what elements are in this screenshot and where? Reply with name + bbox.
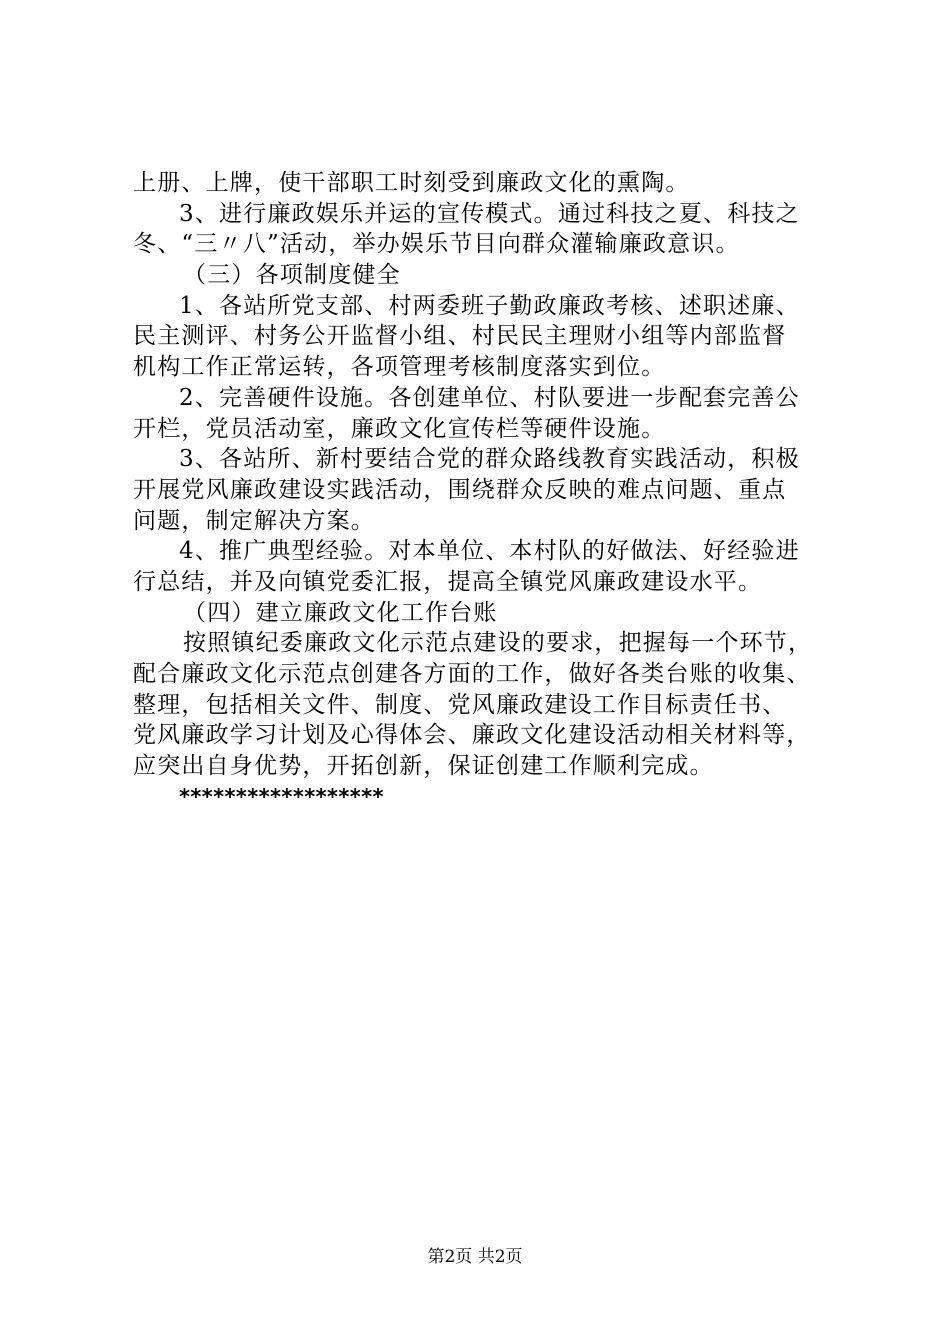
text-line: 问题，制定解决方案。	[133, 507, 375, 534]
page-footer: 第2页 共2页	[427, 1247, 523, 1267]
text-line: 1、各站所党支部、村两委班子勤政廉政考核、述职述廉、	[179, 292, 800, 319]
text-line: 配合廉政文化示范点创建各方面的工作，做好各类台账的收集、	[133, 661, 811, 687]
text-line: 上册、上牌，使干部职工时刻受到廉政文化的熏陶。	[133, 170, 690, 196]
text-line: 冬、“三〃八”活动，举办娱乐节目向群众灌输廉政意识。	[133, 231, 740, 258]
text-line: 开展党风廉政建设实践活动，围绕群众反映的难点问题、重点	[133, 476, 787, 503]
text-line: 3、进行廉政娱乐并运的宣传模式。通过科技之夏、科技之	[179, 200, 800, 227]
text-line: 整理，包括相关文件、制度、党风廉政建设工作目标责任书、	[133, 691, 787, 718]
text-line: 行总结，并及向镇党委汇报，提高全镇党风廉政建设水平。	[133, 568, 763, 595]
text-line: 开栏，党员活动室，廉政文化宣传栏等硬件设施。	[133, 415, 666, 442]
document-body	[133, 168, 833, 812]
text-line: 应突出自身优势，开拓创新，保证创建工作顺利完成。	[133, 753, 714, 780]
section-heading: （三）各项制度健全	[183, 262, 401, 289]
text-line: 党风廉政学习计划及心得体会、廉政文化建设活动相关材料等，	[133, 722, 811, 749]
text-line: 2、完善硬件设施。各创建单位、村队要进一步配套完善公	[179, 384, 800, 411]
text-line: 3、各站所、新村要结合党的群众路线教育实践活动，积极	[179, 446, 800, 473]
text-line: 按照镇纪委廉政文化示范点建设的要求，把握每一个环节，	[183, 630, 813, 657]
text-line: 4、推广典型经验。对本单位、本村队的好做法、好经验进	[179, 538, 800, 565]
text-line: 民主测评、村务公开监督小组、村民民主理财小组等内部监督	[133, 323, 787, 350]
section-heading: （四）建立廉政文化工作台账	[183, 599, 498, 626]
separator-stars: ******************	[179, 784, 384, 809]
text-line: 机构工作正常运转，各项管理考核制度落实到位。	[133, 354, 666, 381]
